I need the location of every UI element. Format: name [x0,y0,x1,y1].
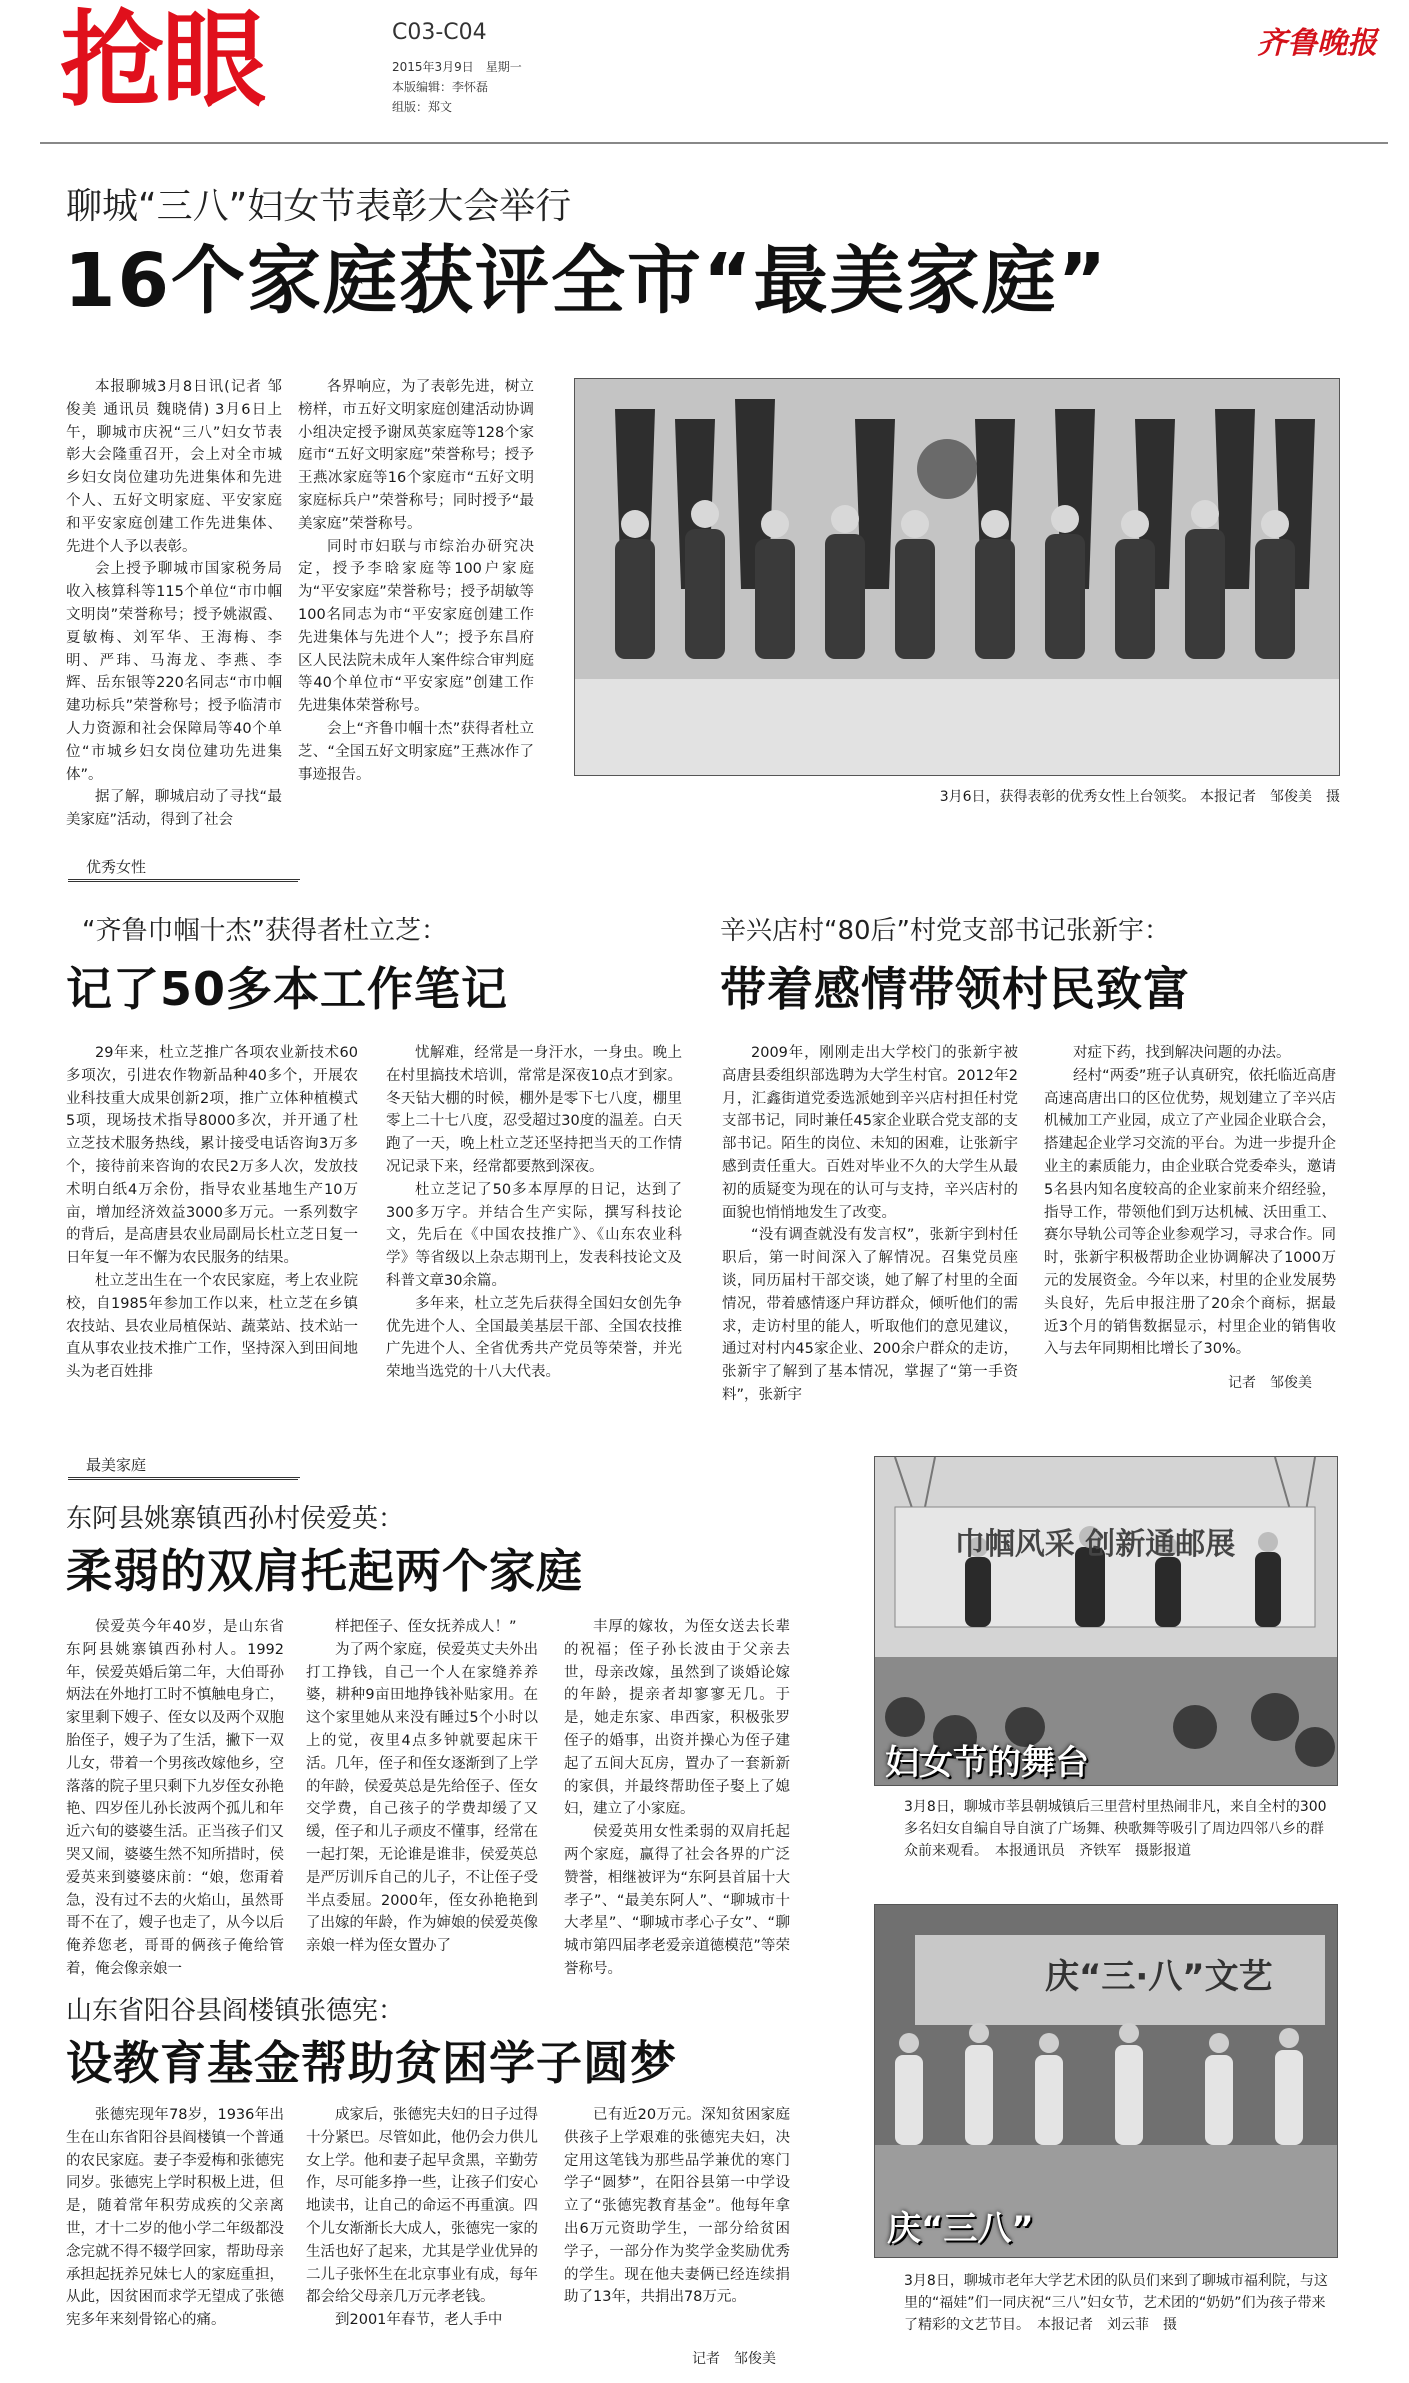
hou-paragraph: 为了两个家庭，侯爱英丈夫外出打工挣钱，自己一个人在家缝养养婆，耕种9亩田地挣钱补贴家用。在这个家里她从来没有睡过5个小时以上的觉，夜里4点多钟就要起床干活。几年，侄子和侄女逐渐到了上学的年龄，侯爱英总是先给侄子、侄女交学费，自己孩子的学费却缓了又缓，侄子和儿子顽皮不懂事，经常在一起打架，无论谁是谁非，侯爱英总是严厉训斥自己的儿子，不让侄子受半点委屈。2000年，侄女孙艳艳到了出嫁的年龄，作为婶娘的侯爱英像亲娘一样为侄女置办了 [306,1641,538,1955]
art-troupe-photo [874,1904,1338,2258]
editor-credit: 本版编辑：李怀磊 [392,80,489,94]
dance-photo [874,1456,1338,1786]
du-paragraph: 杜立芝记了50多本厚厚的日记，达到了300多万字。并结合生产实际，撰写科技论文，先后在《中国农技推广》、《山东农业科学》等省级以上杂志期刊上，发表科技论文及科普文章30余篇。 [386,1181,682,1289]
zhang-paragraph: 经村“两委”班子认真研究，依托临近高唐高速高唐出口的区位优势，规划建立了辛兴店机械加工产业园，成立了产业园企业联合会，搭建起企业学习交流的平台。为进一步提升企业主的素质能力，由企业联合党委牵头，邀请5名县内知名度较高的企业家前来介绍经验，指导工作，带领他们到万达机械、沃田重工、赛尔导轨公司等企业参观学习，寻求合作。同时，张新宇积极帮助企业协调解决了1000万元的发展资金。今年以来，村里的企业发展势头良好，先后申报注册了20余个商标，据最近3个月的销售数据显示，村里企业的销售收入与去年同期相比增长了30%。 [1044,1067,1336,1358]
zhangde-column-3 [564,2104,790,2336]
lead-paragraph: 会上“齐鲁巾帼十杰”获得者杜立芝、“全国五好文明家庭”王燕冰作了事迹报告。 [298,720,534,783]
zhangde-column-2 [306,2104,538,2374]
zhangde-byline: 记者 邹俊美 [692,2351,776,2367]
hou-column-2 [306,1616,538,1978]
du-kicker: “齐鲁巾帼十杰”获得者杜立芝： [82,916,447,946]
lead-paragraph: 各界响应，为了表彰先进，树立榜样，市五好文明家庭创建活动协调小组决定授予谢凤英家庭等128个家庭市“五好文明家庭”荣誉称号；授予王燕冰家庭等16个家庭市“五好文明家庭标兵户”荣誉称号；同时授予“最美家庭”荣誉称号。 [298,379,534,532]
hou-paragraph: 侯爱英今年40岁，是山东省东阿县姚寨镇西孙村人。1992年，侯爱英婚后第二年，大伯哥孙炳法在外地打工时不慎触电身亡，家里剩下嫂子、侄女以及两个双胞胎侄子，嫂子为了生活，撇下一双儿女，带着一个男孩改嫁他乡，空落落的院子里只剩下九岁侄女孙艳艳、四岁侄儿孙长波两个孤儿和年近六旬的婆婆生活。正当孩子们又哭又闹，婆婆生然不知所措时，侯爱英来到婆婆床前：“娘，您甭着急，没有过不去的火焰山，虽然哥哥不在了，嫂子也走了，从今以后俺养您老，哥哥的俩孩子俺给管着，俺会像亲娘一 [66,1619,284,1977]
zhang-paragraph: “没有调查就没有发言权”，张新宇到村任职后，第一时间深入了解情况。召集党员座谈，同历届村干部交谈，她了解了村里的全面情况，带着感情逐户拜访群众，倾听他们的需求，走访村里的能人，听取他们的意见建议，通过对村内45家企业、200余户群众的走访，张新宇了解到了基本情况，掌握了“第一手资料”，张新宇 [722,1227,1018,1403]
page-number: C03-C04 [392,20,487,45]
award-ceremony-illustration [575,379,1339,775]
zhang-kicker: 辛兴店村“80后”村党支部书记张新宇： [720,916,1171,946]
du-paragraph: 杜立芝出生在一个农民家庭，考上农业院校，自1985年参加工作以来，杜立芝在乡镇农技站、县农业局植保站、蔬菜站、技术站一直从事农业技术推广工作，坚持深入到田间地头为老百姓排 [66,1272,358,1381]
zhangde-paragraph: 到2001年春节，老人手中 [335,2312,503,2329]
du-paragraph: 多年来，杜立芝先后获得全国妇女创先争优先进个人、全国最美基层干部、全国农技推广先进个人、全省优秀共产党员等荣誉，并光荣地当选党的十八大代表。 [386,1295,682,1381]
award-ceremony-photo [574,378,1340,776]
zhangde-column-1 [66,2104,284,2374]
lead-column-2 [298,376,534,846]
zhangde-kicker: 山东省阳谷县阎楼镇张德宪： [66,1996,405,2026]
masthead-rule [40,142,1388,144]
zhangde-paragraph: 张德宪现年78岁，1936年出生在山东省阳谷县阎楼镇一个普通的农民家庭。妻子李爱梅和张德宪同岁。张德宪上学时积极上进，但是，随着常年积劳成疾的父亲离世，才十二岁的他小学二年级都没念完就不得不辍学回家，帮助母亲承担起抚养兄妹七人的家庭重担，从此，因贫困而求学无望成了张德宪多年来刻骨铭心的痛。 [66,2107,284,2329]
zhang-paragraph: 对症下药，找到解决问题的办法。 [1073,1045,1291,1061]
zhangde-paragraph: 成家后，张德宪夫妇的日子过得十分紧巴。尽管如此，他仍会力供儿女上学。他和妻子起早贪黑，辛勤劳作，尽可能多挣一些，让孩子们安心地读书，让自己的命运不再重演。四个儿女渐渐长大成人，张德宪一家的生活也好了起来，尤其是学业优异的二儿子张怀生在北京事业有成，每年都会给父母亲几万元孝老钱。 [306,2107,538,2306]
section-tag-outstanding: 优秀女性 [68,856,300,880]
dance-banner: 巾帼风采 创新通邮展 [954,1527,1236,1562]
paper-logo: 齐鲁晚报 [1257,26,1377,61]
hou-column-1 [66,1616,284,1978]
zhang-column-1 [722,1042,1018,1403]
lead-paragraph: 会上授予聊城市国家税务局收入核算科等115个单位“市巾帼文明岗”荣誉称号；授予姚淑霞、夏敏梅、刘军华、王海梅、李明、严玮、马海龙、李燕、李辉、岳东银等220名同志“市巾帼建功标兵”荣誉称号；授予临清市人力资源和社会保障局等40个单位“市城乡妇女岗位建功先进集体”。 [66,561,282,783]
award-photo-caption: 3月6日，获得表彰的优秀女性上台领奖。 本报记者 邹俊美 摄 [939,789,1340,805]
lead-column-1 [66,376,282,846]
hou-paragraph: 侯爱英用女性柔弱的双肩托起两个家庭，赢得了社会各界的广泛赞誉，相继被评为“东阿县首届十大孝子”、“最美东阿人”、“聊城市十大孝星”、“聊城市孝心子女”、“聊城市第四届孝老爱亲道德模范”等荣誉称号。 [564,1824,790,1977]
hou-headline: 柔弱的双肩托起两个家庭 [66,1544,583,1598]
hou-kicker: 东阿县姚寨镇西孙村侯爱英： [66,1504,405,1534]
lead-paragraph: 同时市妇联与市综治办研究决定，授予李晗家庭等100户家庭为“平安家庭”荣誉称号；授予胡敏等100名同志为市“平安家庭创建工作先进集体与先进个人”；授予东昌府区人民法院未成年人案件综合审判庭等40个单位市“平安家庭”创建工作先进集体荣誉称号。 [298,538,534,715]
section-title: 抢眼 [60,0,265,121]
section-tag-family: 最美家庭 [68,1454,300,1478]
du-column-2 [386,1042,682,1381]
hou-column-3 [564,1616,790,1978]
zhang-byline: 记者 邹俊美 [1228,1375,1312,1391]
zhang-headline: 带着感情带领村民致富 [720,962,1190,1016]
zhang-column-2 [1044,1042,1336,1360]
dance-photo-caption: 3月8日，聊城市莘县朝城镇后三里营村里热闹非凡，来自全村的300多名妇女自编自导自演了广场舞、秧歌舞等吸引了周边四邻八乡的群众前来观看。 本报通讯员 齐铁军 摄影报道 [904,1799,1327,1859]
art-overlay-title: 庆“三八” [887,2209,1034,2249]
du-column-1 [66,1042,358,1381]
lead-paragraph: 据了解，聊城启动了寻找“最美家庭”活动，得到了社会 [66,789,282,829]
zhang-paragraph: 2009年，刚刚走出大学校门的张新宇被高唐县委组织部选聘为大学生村官。2012年2月，汇鑫街道党委选派她到辛兴店村担任村党支部书记，同时兼任45家企业联合党支部的支部书记。陌生的岗位、未知的困难，让张新宇感到责任重大。百姓对毕业不久的大学生从最初的质疑变为现在的认可与支持，辛兴店村的面貌也悄悄地发生了改变。 [722,1045,1018,1221]
zhangde-headline: 设教育基金帮助贫困学子圆梦 [66,2036,677,2090]
dance-overlay-title: 妇女节的舞台 [885,1743,1089,1783]
du-paragraph: 忧解难，经常是一身汗水，一身虫。晚上在村里搞技术培训，常常是深夜10点才到家。冬天钻大棚的时候，棚外是零下七八度，棚里零上二十七八度，忍受超过30度的温差。白天跑了一天，晚上杜立芝还坚持把当天的工作情况记录下来，经常都要熬到深夜。 [386,1045,682,1175]
lead-headline: 16个家庭获评全市“最美家庭” [64,238,1109,324]
issue-date: 2015年3月9日 星期一 [392,60,522,74]
du-headline: 记了50多本工作笔记 [66,962,509,1016]
du-paragraph: 29年来，杜立芝推广各项农业新技术60多项次，引进农作物新品种40多个，开展农业科技重大成果创新2项，推广立体种植模式5项，现场技术指导8000多次，并开通了杜立芝技术服务热线，累计接受电话咨询3万多个，接待前来咨询的农民2万多人次，发放技术明白纸4万余份，指导农业基地生产10万亩，增加经济效益3000多万元。一系列数字的背后，是高唐县农业局副局长杜立芝日复一日年复一年不懈为农民服务的结果。 [66,1045,358,1267]
art-photo-caption: 3月8日，聊城市老年大学艺术团的队员们来到了聊城市福利院，与这里的“福娃”们一同庆祝“三八”妇女节，艺术团的“奶奶”们为孩子带来了精彩的文艺节目。 本报记者 刘云菲 摄 [904,2273,1328,2333]
hou-paragraph: 样把侄子、侄女抚养成人！” [335,1619,517,1635]
zhangde-paragraph: 已有近20万元。深知贫困家庭供孩子上学艰难的张德宪夫妇，决定用这笔钱为那些品学兼优的寒门学子“圆梦”，在阳谷县第一中学设立了“张德宪教育基金”。他每年拿出6万元资助学生，一部分给贫困学子，一部分作为奖学金奖励优秀的学生。现在他夫妻俩已经连续捐助了13年，共捐出78万元。 [564,2107,790,2306]
art-banner: 庆“三·八”文艺 [1045,1957,1273,1997]
lead-paragraph: 本报聊城3月8日讯(记者 邹俊美 通讯员 魏晓倩) 3月6日上午，聊城市庆祝“三八”妇女节表彰大会隆重召开，会上对全市城乡妇女岗位建功先进集体和先进个人、五好文明家庭、平安家庭和平安家庭创建工作先进集体、先进个人予以表彰。 [66,379,282,555]
hou-paragraph: 丰厚的嫁妆，为侄女送去长辈的祝福；侄子孙长波由于父亲去世，母亲改嫁，虽然到了谈婚论嫁的年龄，提亲者却寥寥无几。于是，她走东家、串西家，积极张罗侄子的婚事，出资并操心为侄子建起了五间大瓦房，置办了一套新新的家俱，并最终帮助侄子娶上了媳妇，建立了小家庭。 [564,1619,790,1818]
layout-credit: 组版：郑文 [392,100,453,114]
lead-kicker: 聊城“三八”妇女节表彰大会举行 [66,186,572,227]
